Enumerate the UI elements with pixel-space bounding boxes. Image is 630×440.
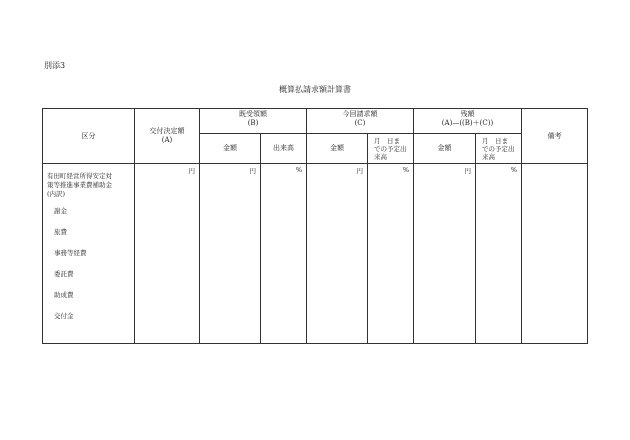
item-joseihi: 助成費 [54,291,74,299]
header-kofu-kettei: 交付決定額 (A) [135,109,200,164]
attachment-label: 別添3 [44,61,66,70]
konkai-amount-cell [307,164,368,344]
unit-yen: 円 [464,167,471,175]
header-zangaku: 残額 (A)—((B)＋(C)) [414,109,522,134]
item-kofukin: 交付金 [54,312,74,320]
zangaku-yotei-cell [476,164,522,344]
subheader-konkai-yotei: 月 日ま での予定出 来高 [368,134,414,164]
subheader-zangaku-yotei: 月 日ま での予定出 来高 [476,134,522,164]
item-jimu-keihi: 事務等経費 [54,249,87,257]
subheader-zangaku-kingaku: 金額 [414,134,476,164]
unit-yen: 円 [356,167,363,175]
subheader-konkai-kingaku: 金額 [307,134,368,164]
item-ryohi: 旅費 [54,228,67,236]
kubun-cell [43,164,135,344]
kofu-amount-cell [135,164,200,344]
kiju-amount-cell [200,164,261,344]
document-title: 概算払請求額計算書 [279,85,351,94]
header-konkai: 今回請求額 (C) [307,109,414,134]
unit-percent: % [510,166,517,174]
subheader-kiju-kingaku: 金額 [200,134,261,164]
subheader-kiju-dekidaka: 出来高 [261,134,307,164]
project-name: 有田町経営所得安定対 策等推進事業費補助金 (内訳) [47,172,112,198]
header-kiju: 既受領額 (B) [200,109,307,134]
unit-percent: % [295,166,302,174]
calculation-table [42,108,588,344]
unit-yen: 円 [249,167,256,175]
kiju-dekidaka-cell [261,164,307,344]
konkai-yotei-cell [368,164,414,344]
unit-percent: % [402,166,409,174]
zangaku-amount-cell [414,164,476,344]
item-itakuhi: 委託費 [54,270,74,278]
header-kubun: 区分 [43,109,135,164]
item-shakin: 謝金 [54,207,67,215]
biko-cell [522,164,588,344]
unit-yen: 円 [188,167,195,175]
header-biko: 備考 [522,109,588,164]
